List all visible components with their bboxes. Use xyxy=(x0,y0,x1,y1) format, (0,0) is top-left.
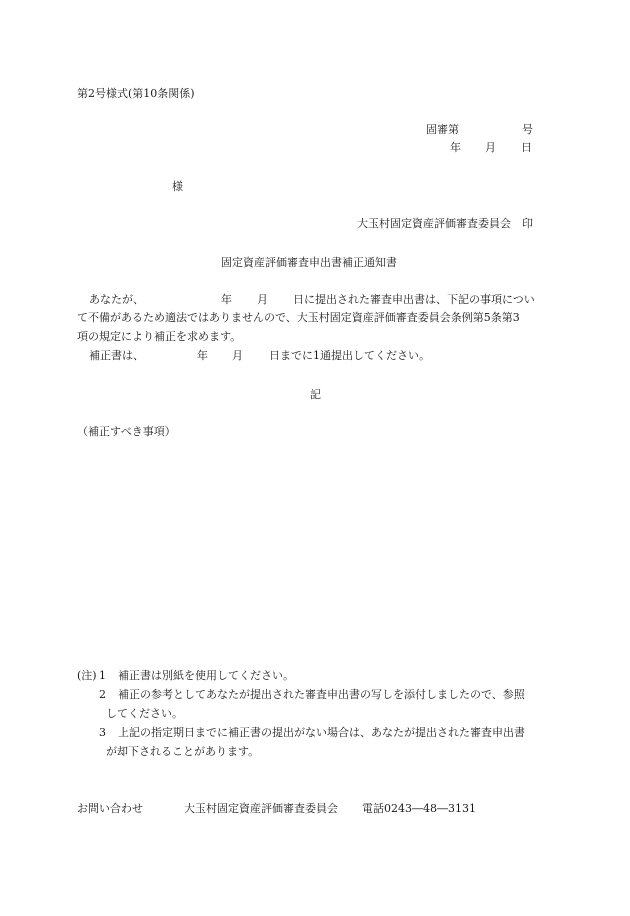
doc-number-prefix: 固審第 xyxy=(426,123,459,136)
note-3-text-line2: が却下されることがあります。 xyxy=(106,745,260,758)
body-line3: 項の規定により補正を求めます。 xyxy=(77,330,242,343)
contact-label: お問い合わせ xyxy=(77,802,143,815)
body-line2: て不備があるため適法ではありませんので、大玉村固定資産評価審査委員会条例第5条第3 xyxy=(77,311,520,324)
note-3-text-line1: 上記の指定期日までに補正書の提出がない場合は、あなたが提出された審査申出書 xyxy=(118,726,525,739)
date-day: 日 xyxy=(521,141,532,154)
note-3-number: 3 xyxy=(99,726,106,739)
body-line1-year: 年 xyxy=(221,293,232,306)
items-heading: （補正すべき事項） xyxy=(77,425,176,438)
note-2-text-line1: 補正の参考としてあなたが提出された審査申出書の写しを添付しましたので、参照 xyxy=(118,688,525,701)
body-line1-rest: 日に提出された審査申出書は、下記の事項につい xyxy=(293,293,535,306)
note-1-text: 補正書は別紙を使用してください。 xyxy=(118,669,294,682)
body-para2-start: 補正書は、 xyxy=(89,349,144,362)
document-title: 固定資産評価審査申出書補正通知書 xyxy=(221,256,397,269)
body-para2-rest: 日までに1通提出してください。 xyxy=(269,349,430,362)
contact-organization: 大玉村固定資産評価審査委員会 xyxy=(184,802,338,815)
ki-mark: 記 xyxy=(310,388,321,401)
date-month: 月 xyxy=(485,141,496,154)
contact-phone: 電話0243―48―3131 xyxy=(362,802,476,815)
doc-number-suffix: 号 xyxy=(522,123,533,136)
addressee-honorific: 様 xyxy=(172,180,183,193)
body-para2-year: 年 xyxy=(197,349,208,362)
date-year: 年 xyxy=(450,141,461,154)
note-1-number: 1 xyxy=(99,669,106,682)
issuer-name: 大玉村固定資産評価審査委員会 印 xyxy=(357,217,533,230)
notes-label: (注) xyxy=(77,669,97,682)
note-2-text-line2: してください。 xyxy=(106,707,183,720)
body-line1-start: あなたが、 xyxy=(89,293,144,306)
form-label: 第2号様式(第10条関係) xyxy=(77,87,195,100)
body-line1-month: 月 xyxy=(257,293,268,306)
note-2-number: 2 xyxy=(99,688,106,701)
body-para2-month: 月 xyxy=(232,349,243,362)
